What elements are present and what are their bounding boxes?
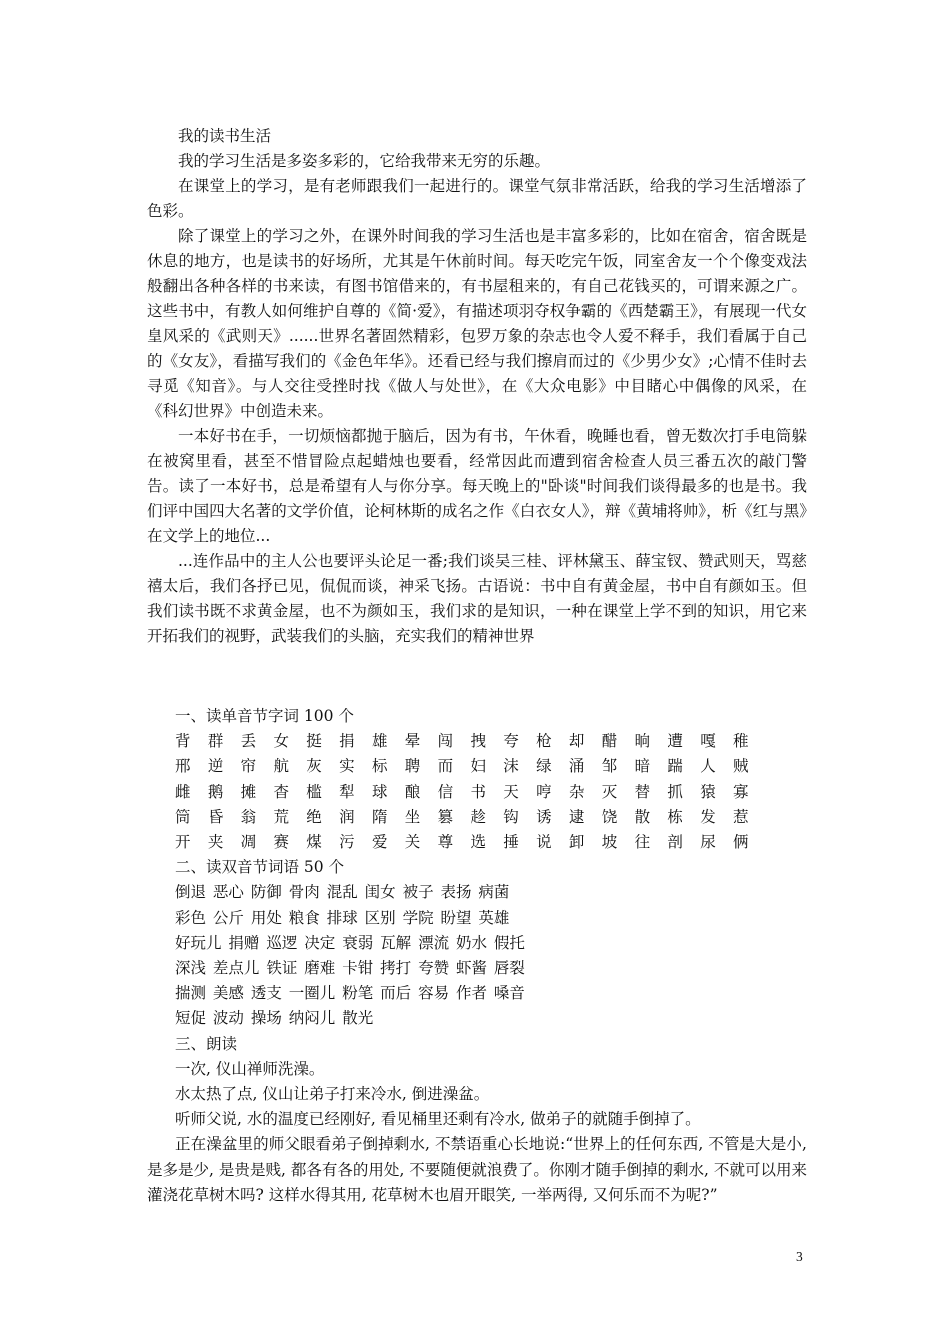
character-row: 筒 昏 翁 荒 绝 润 隋 坐 篡 趁 钩 诱 逮 饶 散 栋 发 惹 (175, 807, 755, 826)
exercise-sections (147, 704, 807, 1208)
essay-title: 我的读书生活 (178, 127, 272, 145)
essay-paragraph: 一本好书在手，一切烦恼都抛于脑后，因为有书，午休看，晚睡也看，曾无数次打手电筒躲在被窝里看，甚至不惜冒险点起蜡烛也要看，经常因此而遭到宿舍检查人员三番五次的敲门警告。读了一本好书，总是希望有人与你分享。每天晚上的"卧谈"时间我们谈得最多的也是书。我们评中国四大名著的文学价值，论柯林斯的成名之作《白衣女人》，辩《黄埔将帅》，析《红与黑》在文学上的地位... (147, 427, 807, 545)
word-row: 好玩儿 捐赠 巡逻 决定 衰弱 瓦解 漂流 奶水 假托 (175, 933, 525, 952)
character-row: 邢 逆 帘 航 灰 实 标 聘 而 妇 沫 绿 涌 邹 暗 踹 人 贼 (175, 757, 755, 776)
word-row: 倒退 恶心 防御 骨肉 混乱 闺女 被子 表扬 病菌 (175, 883, 510, 902)
character-row: 开 夹 凋 赛 煤 污 爱 关 尊 选 捶 说 卸 坡 往 剖 尿 俩 (175, 833, 755, 852)
section-heading-single-syllable: 一、读单音节字词 100 个 (175, 707, 354, 725)
reading-paragraph: 正在澡盆里的师父眼看弟子倒掉剩水, 不禁语重心长地说:“世界上的任何东西, 不管是大是小, 是多是少, 是贵是贱, 都各有各的用处, 不要随便就浪费了。你刚才随手倒掉的剩水, 不就可以用来灌浇花草树木吗? 这样水得其用, 花草树木也眉开眼笑, 一举两得, 又何乐而不为呢?” (147, 1135, 807, 1204)
section-gap (147, 649, 807, 704)
reading-paragraph: 水太热了点, 仪山让弟子打来冷水, 倒进澡盆。 (175, 1085, 490, 1104)
character-row: 雌 鹅 摊 杳 槛 犁 球 酿 信 书 天 哼 杂 灭 替 抓 猿 寡 (175, 782, 755, 801)
essay-paragraph: 我的学习生活是多姿多彩的，它给我带来无穷的乐趣。 (178, 152, 551, 170)
section-heading-double-syllable: 二、读双音节词语 50 个 (175, 858, 345, 877)
essay-paragraph: ...连作品中的主人公也要评头论足一番;我们谈吴三桂、评林黛玉、薛宝钗、赞武则天，骂慈禧太后，我们各抒已见，侃侃而谈，神采飞扬。古语说：书中自有黄金屋，书中自有颜如玉。但我们读书既不求黄金屋，也不为颜如玉，我们求的是知识，一种在课堂上学不到的知识，用它来开拓我们的视野，武装我们的头脑，充实我们的精神世界 (147, 552, 807, 645)
section-heading-reading: 三、朗读 (175, 1034, 238, 1053)
document-page (147, 124, 807, 1208)
essay-paragraph: 在课堂上的学习，是有老师跟我们一起进行的。课堂气氛非常活跃，给我的学习生活增添了色彩。 (147, 177, 807, 220)
word-row: 深浅 差点儿 铁证 磨难 卡钳 拷打 夸赞 虾酱 唇裂 (175, 959, 525, 978)
essay (147, 124, 807, 649)
word-row: 短促 波动 操场 纳闷儿 散光 (175, 1009, 374, 1028)
word-row: 彩色 公斤 用处 粮食 排球 区别 学院 盼望 英雄 (175, 908, 510, 927)
word-row: 揣测 美感 透支 一圈儿 粉笔 而后 容易 作者 嗓音 (175, 984, 525, 1003)
reading-paragraph: 一次, 仪山禅师洗澡。 (175, 1059, 325, 1078)
reading-paragraph: 听师父说, 水的温度已经刚好, 看见桶里还剩有冷水, 做弟子的就随手倒掉了。 (175, 1110, 701, 1129)
character-row: 背 群 丢 女 挺 捐 雄 晕 闯 拽 夸 枪 却 醋 晌 遭 嘎 稚 (175, 732, 755, 751)
essay-paragraph: 除了课堂上的学习之外，在课外时间我的学习生活也是丰富多彩的，比如在宿舍，宿舍既是休息的地方，也是读书的好场所，尤其是午休前时间。每天吃完午饭，同室舍友一个个像变戏法般翻出各种各样的书来读，有图书馆借来的，有书屋租来的，有自己花钱买的，可谓来源之广。这些书中，有教人如何维护自尊的《简·爱》，有描述项羽夺权争霸的《西楚霸王》，有展现一代女皇风采的《武则天》......世界名著固然精彩，包罗万象的杂志也令人爱不释手，我们看属于自己的《女友》，看描写我们的《金色年华》。还看已经与我们擦肩而过的《少男少女》;心情不佳时去寻觅《知音》。与人交往受挫时找《做人与处世》，在《大众电影》中目睹心中偶像的风采，在《科幻世界》中创造未来。 (147, 227, 807, 420)
page-number: 3 (796, 1249, 803, 1264)
